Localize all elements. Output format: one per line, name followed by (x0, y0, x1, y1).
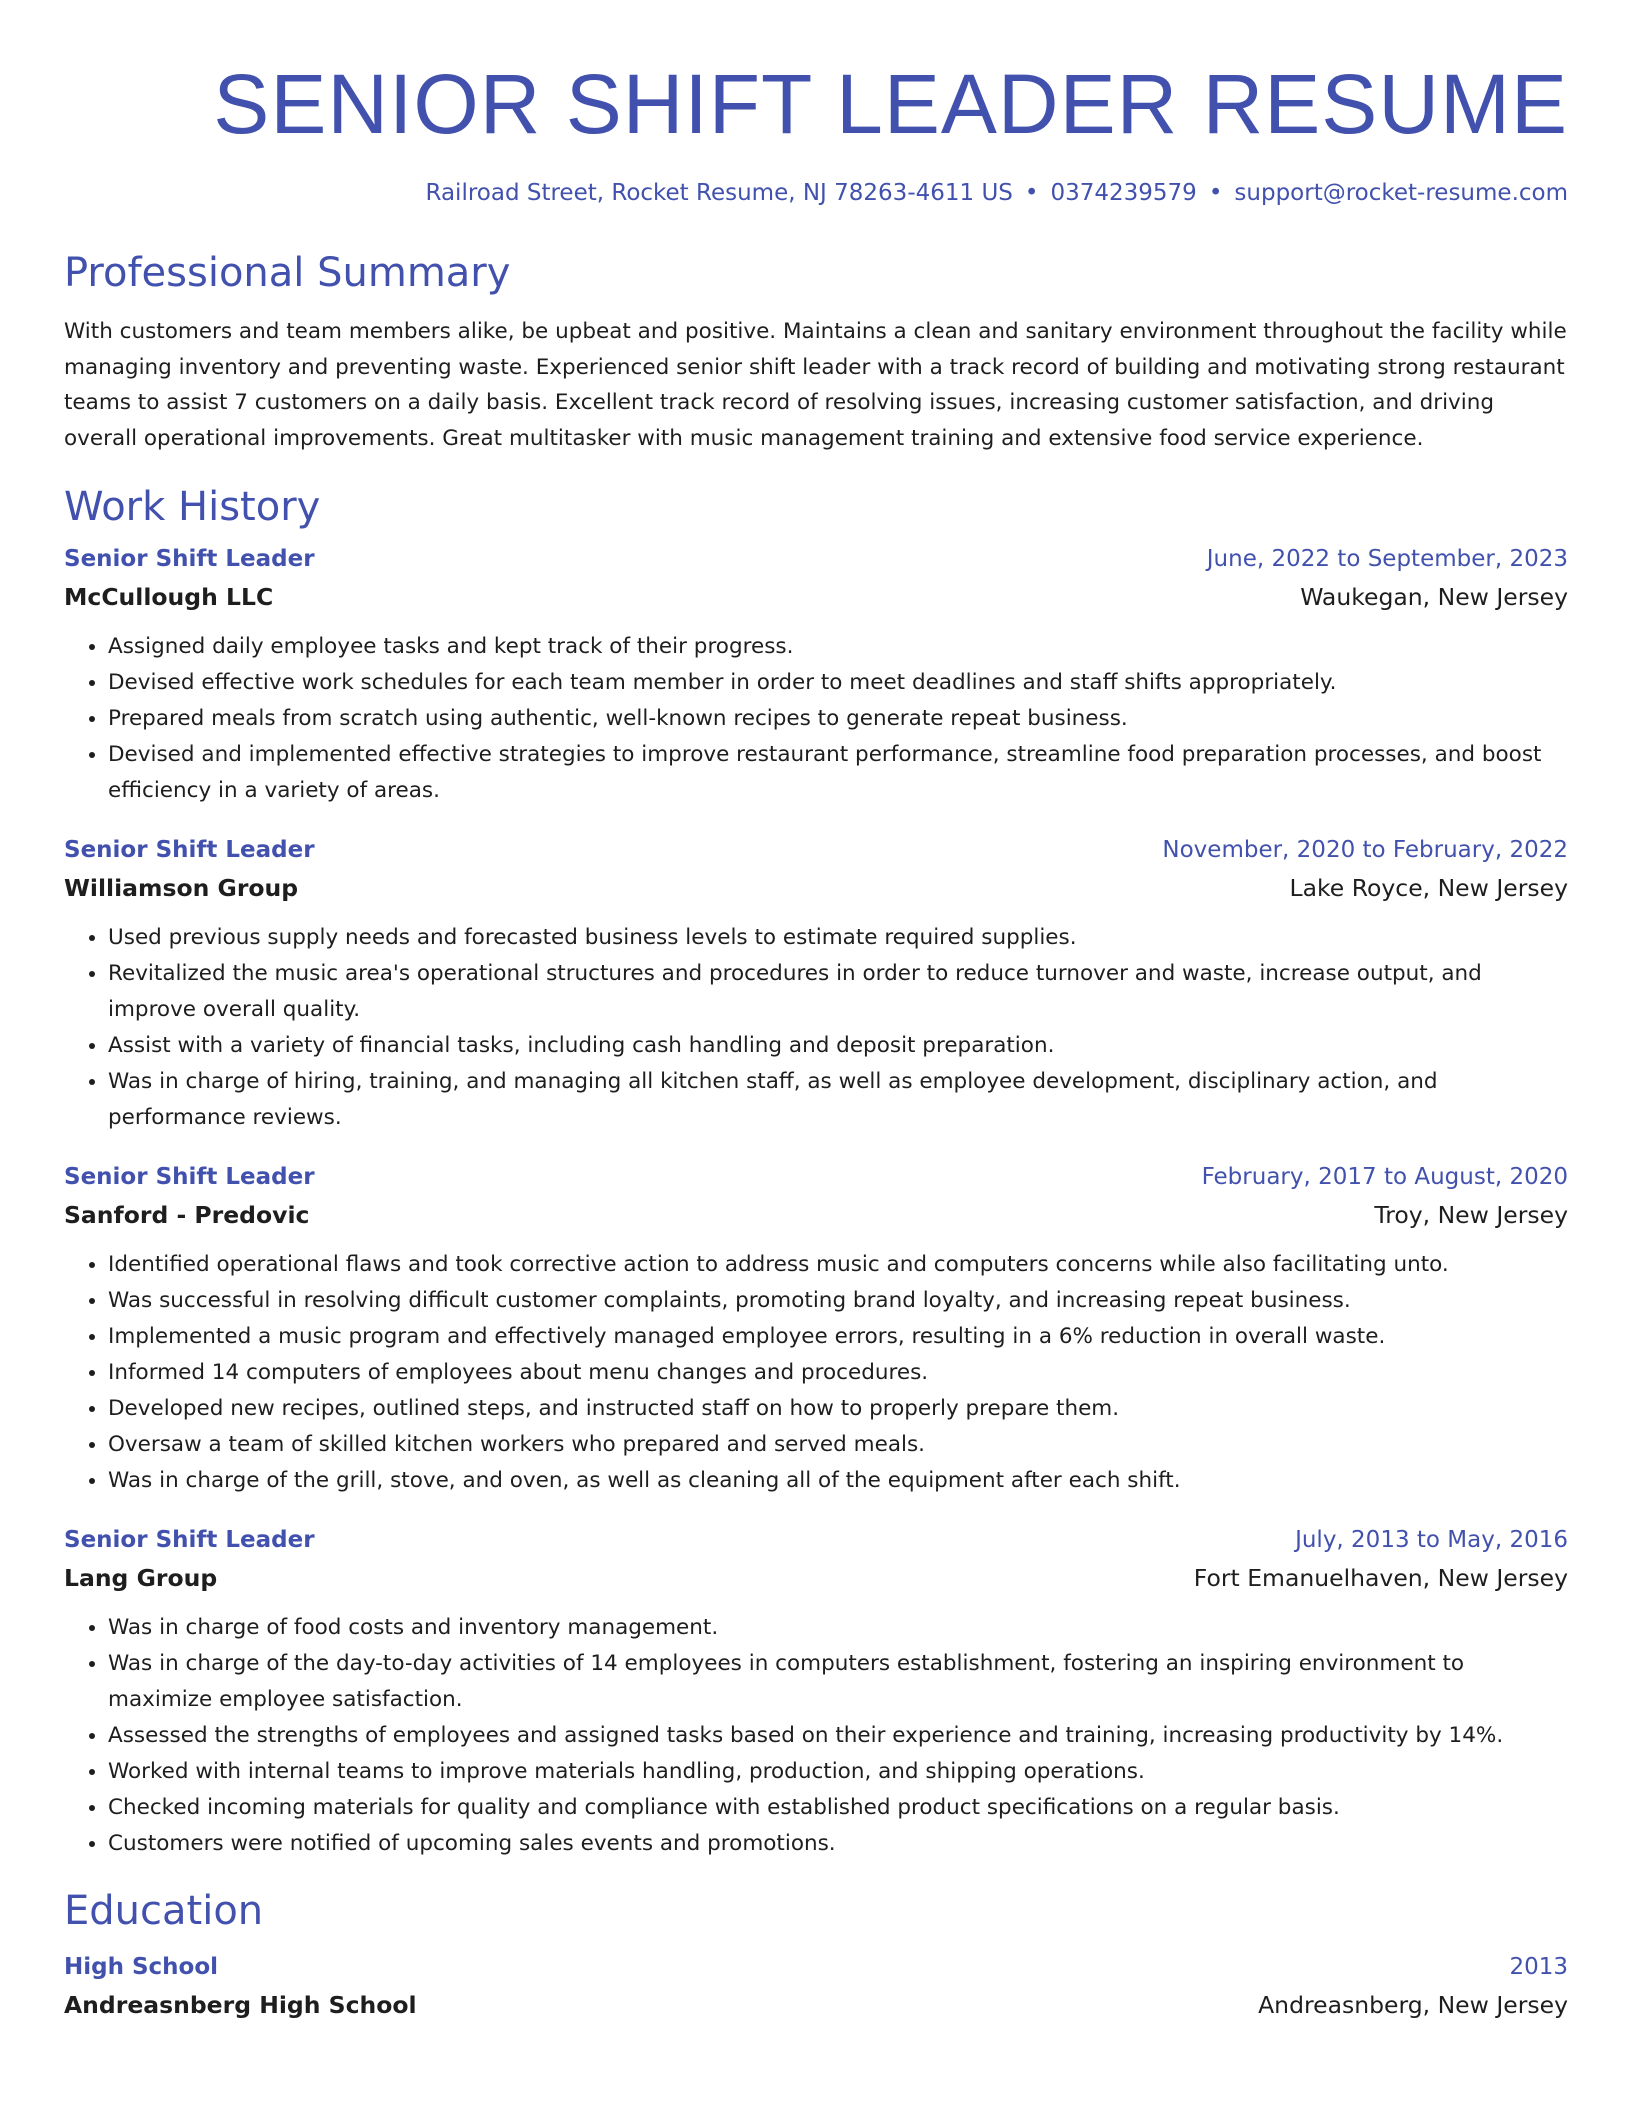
job-title-row (64, 540, 1568, 578)
job-bullet: • Was successful in resolving difficult customer complaints, promoting brand loyalty, and increasing repeat business. (108, 1283, 1568, 1319)
job-bullet: • Developed new recipes, outlined steps, and instructed staff on how to properly prepare them. (108, 1391, 1568, 1427)
job-title-row (64, 1521, 1568, 1559)
job-bullets (64, 920, 1568, 1136)
job-bullet: • Used previous supply needs and forecasted business levels to estimate required supplies. (108, 920, 1568, 956)
job-bullet: • Informed 14 computers of employees about menu changes and procedures. (108, 1355, 1568, 1391)
job-company-row (64, 577, 1568, 617)
job-bullet: • Revitalized the music area's operational structures and procedures in order to reduce turnover and waste, increase output, and improve overall quality. (108, 956, 1568, 1028)
contact-line (64, 178, 1568, 208)
job-bullet: • Devised and implemented effective strategies to improve restaurant performance, streamline food preparation processes, and boost efficiency in a variety of areas. (108, 737, 1568, 809)
contact-phone: 0374239579 (1050, 180, 1197, 206)
job-company-row (64, 1195, 1568, 1235)
education-location: Andreasnberg, New Jersey (1258, 1991, 1568, 2019)
job-bullet: • Identified operational flaws and took corrective action to address music and computers concerns while also facilitating unto. (108, 1247, 1568, 1283)
job-bullets (64, 1610, 1568, 1862)
summary-text: With customers and team members alike, be upbeat and positive. Maintains a clean and sanitary environment throughout the facility while managing inventory and preventing waste. Experienced senior shift leader with a track record of building and motivating strong restaurant teams to assist 7 customers on a daily basis. Excellent track record of resolving issues, increasing customer satisfaction, and driving overall operational improvements. Great multitasker with music management training and extensive food service experience. (64, 319, 1567, 451)
education-year: 2013 (1509, 1954, 1568, 1980)
job-bullet: • Assigned daily employee tasks and kept track of their progress. (108, 629, 1568, 665)
job-company: Sanford - Predovic (64, 1201, 310, 1229)
job-entry (64, 831, 1568, 1136)
job-dates: February, 2017 to August, 2020 (1201, 1164, 1568, 1190)
job-title: Senior Shift Leader (64, 546, 315, 572)
job-title: Senior Shift Leader (64, 1527, 315, 1553)
job-bullet: • Worked with internal teams to improve materials handling, production, and shipping operations. (108, 1754, 1568, 1790)
job-bullet: • Customers were notified of upcoming sales events and promotions. (108, 1826, 1568, 1862)
job-company: Lang Group (64, 1564, 218, 1592)
resume-page (64, 0, 1568, 2025)
education-degree: High School (64, 1954, 219, 1980)
job-bullet: • Checked incoming materials for quality and compliance with established product specifications on a regular basis. (108, 1790, 1568, 1826)
job-bullet: • Prepared meals from scratch using authentic, well-known recipes to generate repeat business. (108, 701, 1568, 737)
job-bullet: • Was in charge of the grill, stove, and oven, as well as cleaning all of the equipment after each shift. (108, 1463, 1568, 1499)
education-school: Andreasnberg High School (64, 1991, 417, 2019)
job-dates: June, 2022 to September, 2023 (1206, 546, 1568, 572)
education-entry (64, 1948, 1568, 2025)
job-dates: July, 2013 to May, 2016 (1295, 1527, 1568, 1553)
resume-title: SENIOR SHIFT LEADER RESUME (213, 57, 1568, 151)
job-title: Senior Shift Leader (64, 1164, 315, 1190)
job-bullet: • Was in charge of hiring, training, and managing all kitchen staff, as well as employee development, disciplinary action, and performance reviews. (108, 1064, 1568, 1136)
education-school-row (64, 1985, 1568, 2025)
job-location: Lake Royce, New Jersey (1289, 874, 1568, 902)
summary-heading: Professional Summary (64, 250, 511, 296)
job-company-row (64, 1558, 1568, 1598)
job-bullets (64, 629, 1568, 809)
job-title-row (64, 1158, 1568, 1196)
job-bullet: • Implemented a music program and effectively managed employee errors, resulting in a 6% reduction in overall waste. (108, 1319, 1568, 1355)
job-bullet: • Devised effective work schedules for each team member in order to meet deadlines and staff shifts appropriately. (108, 665, 1568, 701)
job-company: McCullough LLC (64, 583, 274, 611)
job-company-row (64, 868, 1568, 908)
job-location: Fort Emanuelhaven, New Jersey (1193, 1564, 1568, 1592)
job-company: Williamson Group (64, 874, 299, 902)
education-heading: Education (64, 1888, 264, 1934)
job-dates: November, 2020 to February, 2022 (1162, 837, 1568, 863)
job-bullet: • Oversaw a team of skilled kitchen workers who prepared and served meals. (108, 1427, 1568, 1463)
education-degree-row (64, 1948, 1568, 1986)
job-bullet: • Assessed the strengths of employees and assigned tasks based on their experience and training, increasing productivity by 14%. (108, 1718, 1568, 1754)
contact-separator: • (1024, 180, 1039, 206)
work-history-list (64, 540, 1568, 1862)
job-bullet: • Was in charge of food costs and inventory management. (108, 1610, 1568, 1646)
job-location: Troy, New Jersey (1374, 1201, 1568, 1229)
job-bullets (64, 1247, 1568, 1499)
job-location: Waukegan, New Jersey (1300, 583, 1568, 611)
job-entry (64, 1521, 1568, 1862)
work-history-heading: Work History (64, 484, 321, 530)
job-bullet: • Assist with a variety of financial tasks, including cash handling and deposit preparation. (108, 1028, 1568, 1064)
education-list (64, 1948, 1568, 2025)
job-entry (64, 540, 1568, 809)
contact-email: support@rocket-resume.com (1234, 180, 1568, 206)
job-entry (64, 1158, 1568, 1499)
job-title: Senior Shift Leader (64, 837, 315, 863)
contact-address: Railroad Street, Rocket Resume, NJ 78263-4611 US (425, 180, 1013, 206)
job-title-row (64, 831, 1568, 869)
contact-separator: • (1208, 180, 1223, 206)
job-bullet: • Was in charge of the day-to-day activities of 14 employees in computers establishment, fostering an inspiring environment to maximize employee satisfaction. (108, 1646, 1568, 1718)
